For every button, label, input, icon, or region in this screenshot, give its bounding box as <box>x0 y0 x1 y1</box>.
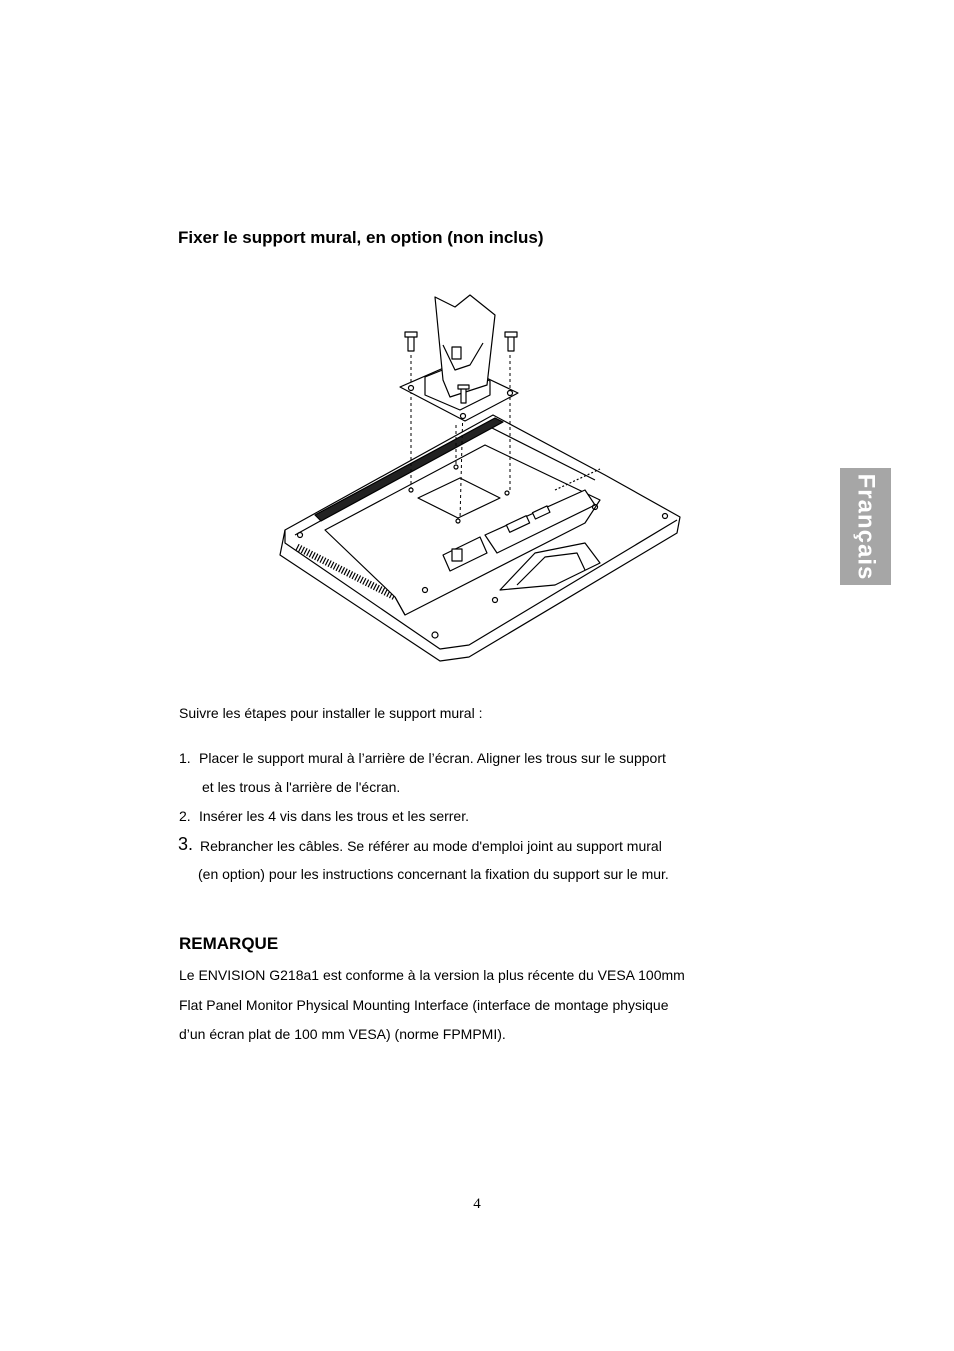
language-tab <box>840 468 891 585</box>
step-number: 3. <box>178 834 194 854</box>
remark-text: Le ENVISION G218a1 est conforme à la version la plus récente du VESA 100mm <box>179 967 685 983</box>
step-text: Placer le support mural à l’arrière de l’écran. Aligner les trous sur le support <box>199 750 666 766</box>
step-number: 2. <box>179 808 191 824</box>
step-text: Rebrancher les câbles. Se référer au mode d'emploi joint au support mural <box>200 838 662 854</box>
remark-text: Flat Panel Monitor Physical Mounting Interface (interface de montage physique <box>179 997 669 1013</box>
remark-title: REMARQUE <box>179 934 279 953</box>
section-heading: Fixer le support mural, en option (non inclus) <box>178 228 544 247</box>
remark-text: d’un écran plat de 100 mm VESA) (norme FPMPMI). <box>179 1026 506 1042</box>
step-text: et les trous à l'arrière de l'écran. <box>202 779 401 795</box>
monitor-wall-mount-illustration <box>255 285 690 670</box>
step-number: 1. <box>179 750 191 766</box>
page-number: 4 <box>473 1196 481 1212</box>
step-text: (en option) pour les instructions concernant la fixation du support sur le mur. <box>198 866 669 882</box>
language-tab-label: Français <box>852 473 880 580</box>
intro-text: Suivre les étapes pour installer le support mural : <box>179 705 483 721</box>
step-text: Insérer les 4 vis dans les trous et les serrer. <box>199 808 469 824</box>
